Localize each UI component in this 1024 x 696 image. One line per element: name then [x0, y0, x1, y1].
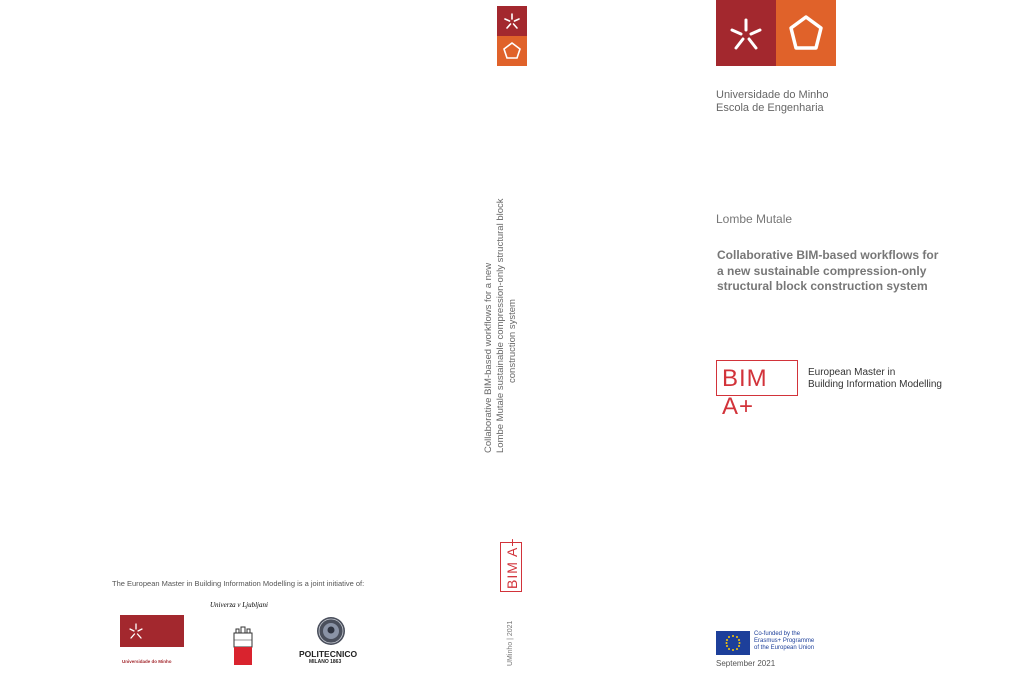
eu-cofunding-text: [754, 631, 814, 653]
engineering-logo-mark: [776, 0, 836, 66]
thesis-title-line-2: a new sustainable compression-only: [717, 263, 927, 278]
joint-initiative-text: The European Master in Building Information Modelling is a joint initiative of:: [112, 579, 365, 588]
thesis-title: [717, 248, 977, 295]
minho-back-label: Universidade do Minho: [122, 659, 172, 664]
minho-star-icon: [120, 615, 184, 647]
eu-line-1: Co-funded by the: [754, 631, 801, 637]
pentagon-icon: [776, 0, 836, 66]
ljubljana-logo: [232, 625, 254, 665]
eu-flag-icon: [716, 631, 750, 655]
bima-description-line-2: Building Information Modelling: [808, 379, 942, 390]
school-name: Escola de Engenharia: [716, 102, 824, 114]
minho-logo-mark: [716, 0, 776, 66]
politecnico-seal-graphic: [317, 617, 345, 645]
ljubljana-castle-icon: [232, 625, 254, 665]
bima-logo: [716, 360, 798, 420]
thesis-title-line-3: structural block construction system: [717, 279, 928, 293]
spine-bima-logo: [500, 537, 522, 592]
spine-footer: UMinho | 2021: [507, 620, 514, 666]
politecnico-name: POLITECNICO: [299, 649, 358, 659]
minho-star-icon: [716, 0, 776, 66]
spine-minho-logo-mark: [497, 6, 527, 36]
ljubljana-name: Univerza v Ljubljani: [210, 601, 268, 609]
eu-line-2: Erasmus+ Programme: [754, 638, 815, 645]
thesis-title-line-1: Collaborative BIM-based workflows for: [717, 248, 939, 262]
spine-engineering-logo-mark: [497, 36, 527, 66]
spine-title-line-1: Collaborative BIM-based workflows for a new: [483, 262, 494, 453]
spine-title: [483, 193, 519, 453]
politecnico-subtitle: MILANO 1863: [309, 659, 342, 665]
bima-logo-text: BIM A+: [722, 365, 768, 420]
author-name: Lombe Mutale: [716, 212, 793, 226]
spine-title-line-3: construction system: [507, 299, 518, 383]
publication-date: September 2021: [716, 659, 776, 668]
politecnico-seal-icon: [317, 617, 345, 645]
university-name: Universidade do Minho: [716, 89, 829, 101]
eu-line-3: of the European Union: [754, 645, 815, 652]
minho-back-logo: [120, 615, 184, 647]
pentagon-icon: [497, 36, 527, 66]
minho-star-icon: [497, 6, 527, 36]
spine-bima-text: BIM A+: [504, 537, 520, 589]
eu-stars-icon: [716, 631, 750, 655]
bima-description-line-1: European Master in: [808, 367, 896, 378]
spine-title-line-2: Lombe Mutale sustainable compression-only structural block: [495, 198, 506, 453]
